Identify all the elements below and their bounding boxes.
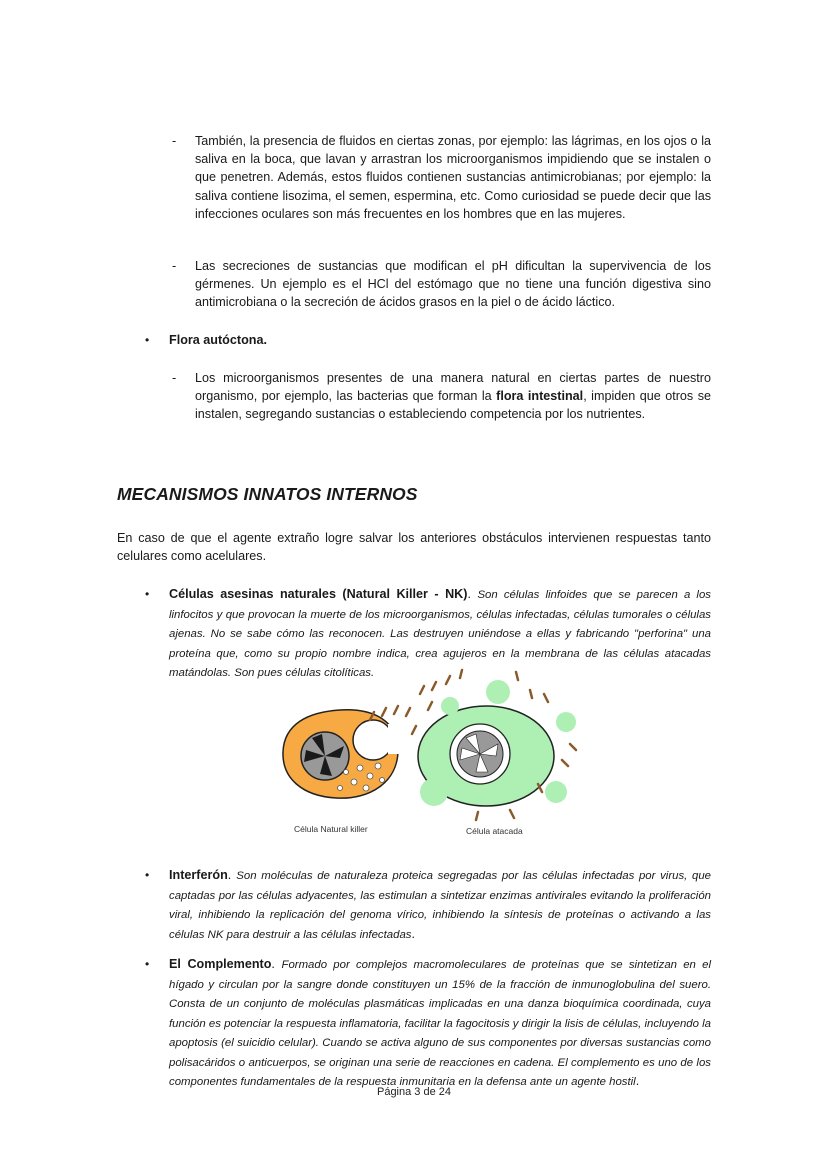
flora-title: Flora autóctona. [169,333,267,347]
figure-label-nk: Célula Natural killer [294,824,368,834]
nk-figure [270,664,590,844]
bullet-marker: • [145,333,150,347]
list-item-fluids [172,132,711,223]
page-footer: Página 3 de 24 [376,1086,451,1098]
nk-cell-notch [353,720,393,760]
dash-marker: - [172,134,177,148]
interferon-desc: Son moléculas de naturaleza proteica segregadas por las células infectadas por virus, que captadas por las células adyacentes, las estimulan a sintetizar enzimas antivirales evitando la proliferación viral, inhibiendo la replicación del genoma vírico, inhibiendo la síntesis de proteínas o activando a las células NK para destruir a las células infectadas [169,870,711,941]
flora-bold: flora intestinal [496,389,584,404]
nk-title: Células asesinas naturales (Natural Killer - NK) [169,587,468,601]
nk-punct: . [467,587,478,601]
fluids-text: También, la presencia de fluidos en ciertas zonas, por ejemplo: las lágrimas, en los ojos o la saliva en la boca, que lavan y arrastran los microorganismos impidiendo que se instalen o que penetren. Además, estos fluidos contienen sustancias antimicrobianas; por ejemplo: la saliva contiene lisozima, el semen, espermina, etc. Como curiosidad se puede decir que las infecciones oculares son más frecuentes en los hombres que en las mujeres. [195,134,711,221]
complement-punct: . [271,957,282,971]
dash-marker: - [172,259,177,273]
interferon-title: Interferón [169,868,228,882]
flora-text-after: , impiden que otros se instalen, segregando sustancias o estableciendo competencia por los nutrientes. [195,389,711,422]
nk-illustration [270,664,590,844]
bullet-marker: • [145,587,150,601]
complement-title: El Complemento [169,957,272,971]
bullet-marker: • [145,868,150,882]
flora-text-before: Los microorganismos presentes de una manera natural en ciertas partes de nuestro organismo, por ejemplo, las bacterias que forman la [195,371,711,404]
section-intro: En caso de que el agente extraño logre salvar los anteriores obstáculos intervienen respuestas tanto celulares como acelulares. [117,531,711,564]
interferon-end: . [411,926,415,941]
complement-end: . [635,1074,640,1088]
bullet-flora [145,331,711,349]
figure-label-target: Célula atacada [466,826,523,836]
nk-desc: Son células linfoides que se parecen a los linfocitos y que provocan la muerte de los microorganismos, células infectadas, células tumorales o células ajenas. No se sabe cómo las reconocen. Las destruyen uniéndose a ellas y fabricando "perforina" una proteína que, como su propio nombre indica, crea agujeros en la membrana de las células atacadas matándolas. Son pues células citolíticas. [169,589,711,679]
list-item-flora [172,369,711,424]
bullet-interferon [145,866,711,944]
section-heading: MECANISMOS INNATOS INTERNOS [117,484,418,504]
interferon-punct: . [227,868,237,882]
bullet-marker: • [145,957,150,971]
bullet-complement [145,955,711,1092]
complement-desc: Formado por complejos macromoleculares de proteínas que se sintetizan en el hígado y circulan por la sangre donde constituyen un 15% de la fracción de inmunoglobulina del suero. Consta de un conjunto de moléculas plasmáticas implicadas en una danza bioquímica coordinada, cuya función es potenciar la respuesta inflamatoria, facilitar la fagocitosis y dirigir la lisis de células, incluyendo la apoptosis (el suicidio celular). Cuando se activa alguno de sus componentes por diversas sustancias como polisacáridos o anticuerpos, se originan una serie de reacciones en cadena. El complemento es uno de los componentes fundamentales de la respuesta inmunitaria en la defensa ante un agente hostil [169,959,711,1088]
dash-marker: - [172,371,177,385]
secretions-text: Las secreciones de sustancias que modifican el pH dificultan la supervivencia de los gérmenes. Un ejemplo es el HCl del estómago que no tiene una función digestiva sino antimicrobiana o la secreción de ácidos grasos en la piel o de ácido láctico. [195,259,711,310]
list-item-secretions [172,257,711,312]
